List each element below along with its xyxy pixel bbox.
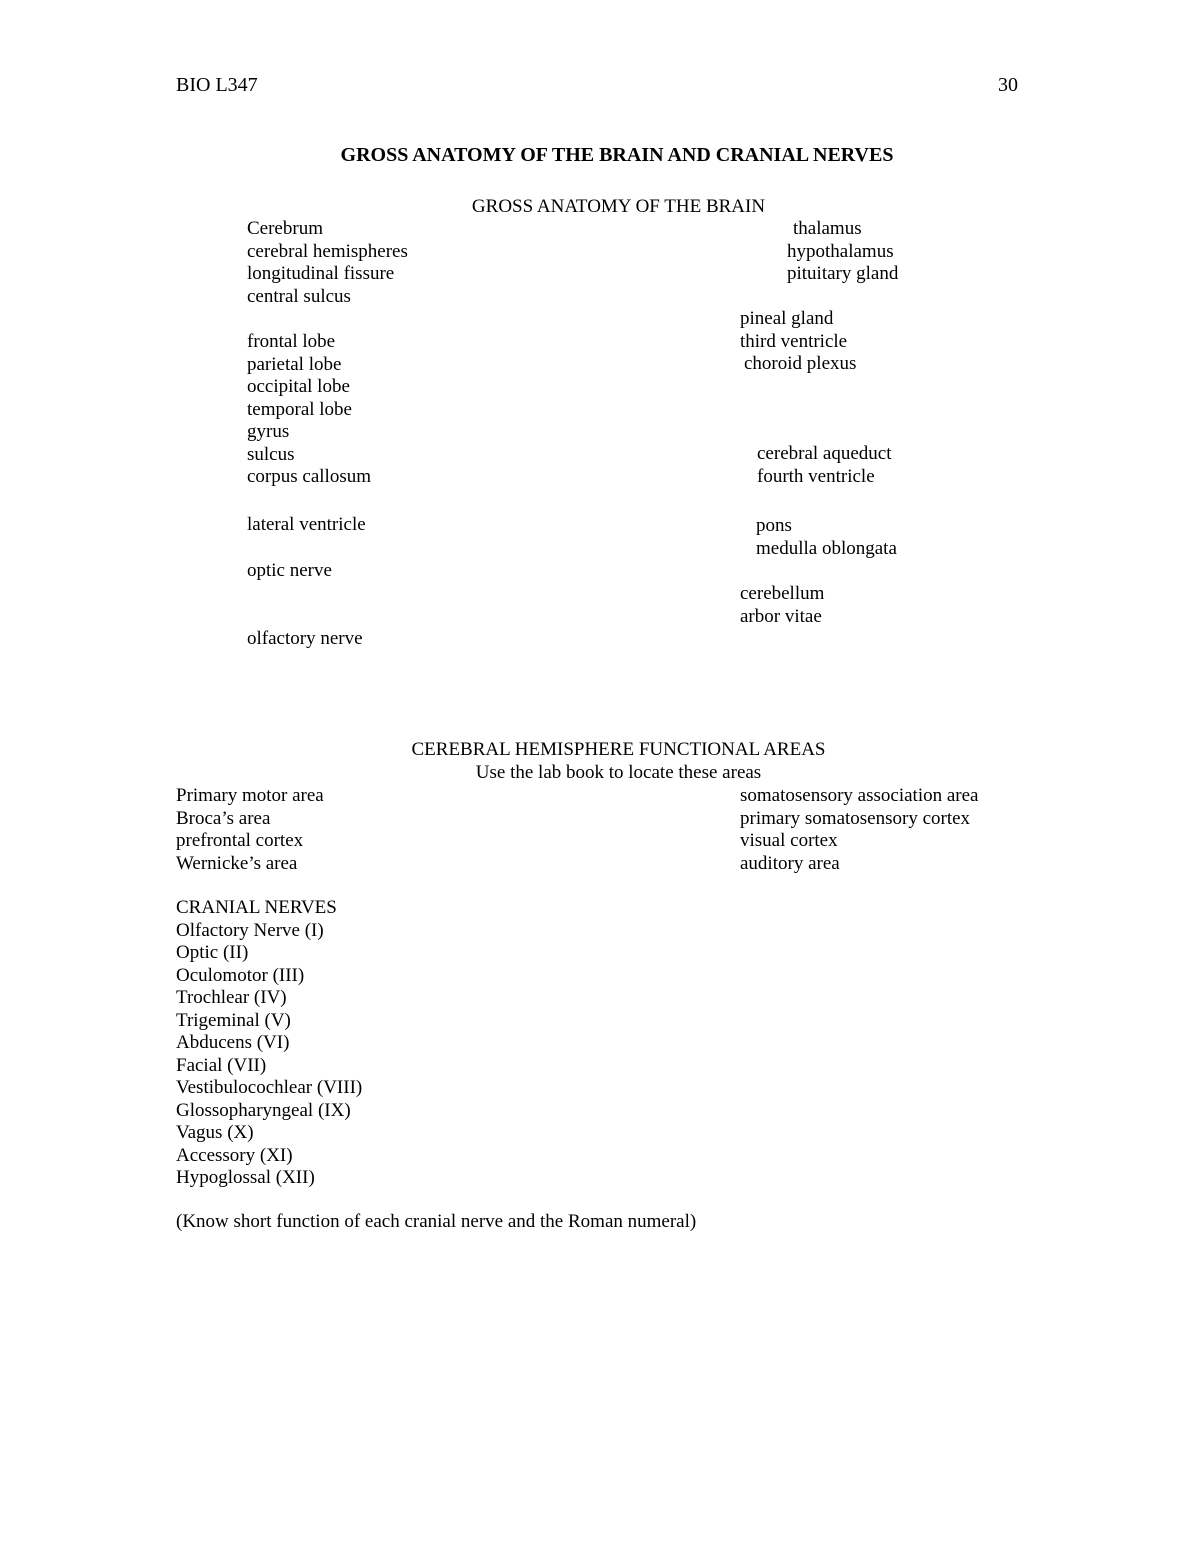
cranial-nerves-list bbox=[176, 897, 362, 1190]
list-item: Accessory (XI) bbox=[176, 1144, 293, 1166]
list-item: gyrus bbox=[247, 421, 290, 442]
list-item: Cerebrum bbox=[247, 218, 323, 239]
list-item: occipital lobe bbox=[247, 376, 350, 397]
brain-right-group-3 bbox=[757, 443, 892, 488]
brain-right-group-4 bbox=[756, 515, 897, 560]
section-heading: CRANIAL NERVES bbox=[176, 897, 337, 918]
list-item: pineal gland bbox=[740, 308, 834, 329]
list-item: Oculomotor (III) bbox=[176, 964, 305, 986]
functional-right-list bbox=[740, 785, 978, 875]
brain-right-group-2 bbox=[740, 308, 856, 376]
list-item: cerebral aqueduct bbox=[757, 443, 892, 464]
list-item: Trigeminal (V) bbox=[176, 1009, 291, 1031]
list-item: Vestibulocochlear (VIII) bbox=[176, 1077, 363, 1098]
list-item: pons bbox=[756, 515, 792, 536]
list-item: frontal lobe bbox=[247, 331, 336, 352]
list-item: Glossopharyngeal (IX) bbox=[176, 1099, 351, 1121]
list-item: pituitary gland bbox=[787, 263, 899, 284]
list-item: fourth ventricle bbox=[757, 465, 875, 487]
list-item: Wernicke’s area bbox=[176, 852, 298, 874]
list-item: thalamus bbox=[793, 218, 862, 239]
list-item: Vagus (X) bbox=[176, 1122, 254, 1143]
list-item: corpus callosum bbox=[247, 466, 372, 487]
list-item: Primary motor area bbox=[176, 785, 324, 806]
brain-right-group-5 bbox=[740, 583, 824, 628]
page-number: 30 bbox=[998, 74, 1018, 96]
list-item: hypothalamus bbox=[787, 240, 894, 262]
list-item: visual cortex bbox=[740, 830, 838, 851]
list-item: parietal lobe bbox=[247, 353, 342, 375]
list-item: Olfactory Nerve (I) bbox=[176, 919, 324, 941]
list-item: auditory area bbox=[740, 852, 840, 874]
list-item: central sulcus bbox=[247, 285, 351, 307]
brain-left-group-1 bbox=[247, 218, 408, 308]
list-item: third ventricle bbox=[740, 330, 848, 352]
list-item: Broca’s area bbox=[176, 807, 271, 829]
list-item: lateral ventricle bbox=[247, 514, 366, 535]
list-item: temporal lobe bbox=[247, 398, 352, 420]
list-item: choroid plexus bbox=[744, 353, 857, 374]
list-item: medulla oblongata bbox=[756, 537, 897, 559]
functional-left-list bbox=[176, 785, 324, 875]
list-item: cerebral hemispheres bbox=[247, 240, 408, 262]
list-item: Hypoglossal (XII) bbox=[176, 1167, 315, 1188]
brain-left-group-5 bbox=[247, 628, 363, 651]
study-note: (Know short function of each cranial nerve and the Roman numeral) bbox=[176, 1211, 697, 1232]
list-item: Trochlear (IV) bbox=[176, 987, 287, 1008]
brain-right-group-1 bbox=[787, 218, 898, 286]
page-title: GROSS ANATOMY OF THE BRAIN AND CRANIAL NERVES bbox=[340, 144, 894, 166]
list-item: arbor vitae bbox=[740, 605, 822, 627]
functional-areas-heading: CEREBRAL HEMISPHERE FUNCTIONAL AREAS bbox=[411, 739, 826, 760]
list-item: Facial (VII) bbox=[176, 1054, 267, 1076]
functional-areas-subheading: Use the lab book to locate these areas bbox=[475, 762, 762, 783]
list-item: somatosensory association area bbox=[740, 785, 979, 806]
list-item: cerebellum bbox=[740, 583, 825, 604]
brain-section-heading: GROSS ANATOMY OF THE BRAIN bbox=[471, 196, 766, 217]
list-item: Optic (II) bbox=[176, 942, 249, 963]
list-item: Abducens (VI) bbox=[176, 1032, 290, 1053]
brain-left-group-4 bbox=[247, 560, 332, 583]
list-item: optic nerve bbox=[247, 560, 332, 581]
list-item: sulcus bbox=[247, 443, 295, 465]
brain-left-group-3 bbox=[247, 514, 366, 537]
list-item: longitudinal fissure bbox=[247, 263, 395, 284]
course-code: BIO L347 bbox=[176, 74, 258, 96]
brain-left-group-2 bbox=[247, 331, 371, 489]
list-item: primary somatosensory cortex bbox=[740, 807, 971, 829]
list-item: prefrontal cortex bbox=[176, 830, 304, 851]
list-item: olfactory nerve bbox=[247, 628, 363, 649]
